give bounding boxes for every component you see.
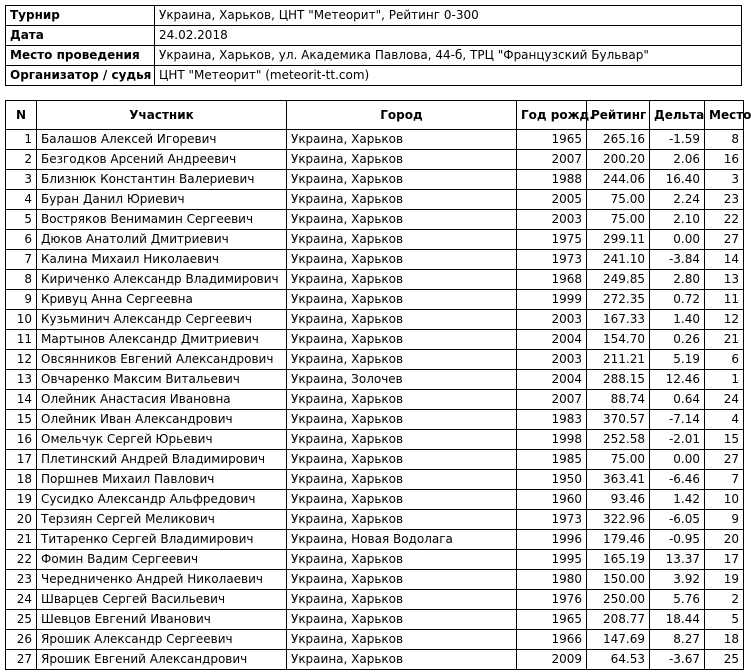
col-birth-year-cell: 1973 (517, 250, 587, 270)
col-participant-cell: Дюков Анатолий Дмитриевич (37, 230, 287, 250)
col-city-cell: Украина, Харьков (287, 290, 517, 310)
col-rating-cell: 154.70 (587, 330, 650, 350)
col-birth-year-cell: 1965 (517, 610, 587, 630)
col-participant-cell: Титаренко Сергей Владимирович (37, 530, 287, 550)
col-place-cell: 2 (705, 590, 744, 610)
col-rating-cell: 147.69 (587, 630, 650, 650)
table-row (6, 310, 744, 330)
col-city-cell: Украина, Харьков (287, 470, 517, 490)
col-rating-cell: 241.10 (587, 250, 650, 270)
col-place-cell: 10 (705, 490, 744, 510)
col-city-cell: Украина, Харьков (287, 430, 517, 450)
col-delta-cell: -2.01 (650, 430, 705, 450)
col-participant-cell: Фомин Вадим Сергеевич (37, 550, 287, 570)
col-place-cell: 9 (705, 510, 744, 530)
col-rating-cell: 64.53 (587, 650, 650, 670)
col-participant-cell: Шварцев Сергей Васильевич (37, 590, 287, 610)
col-participant-cell: Шевцов Евгений Иванович (37, 610, 287, 630)
col-number-cell: 11 (6, 330, 37, 350)
col-number-cell: 23 (6, 570, 37, 590)
col-city-cell: Украина, Харьков (287, 550, 517, 570)
col-number-cell: 20 (6, 510, 37, 530)
col-birth-year-cell: 1975 (517, 230, 587, 250)
col-delta-cell: 0.64 (650, 390, 705, 410)
col-number-cell: 14 (6, 390, 37, 410)
col-place-cell: 25 (705, 650, 744, 670)
col-birth-year-cell: 2007 (517, 390, 587, 410)
table-row (6, 210, 744, 230)
col-birth-year-header: Год рожд. (517, 101, 587, 130)
col-birth-year-cell: 1985 (517, 450, 587, 470)
col-birth-year-cell: 2003 (517, 210, 587, 230)
col-number-cell: 5 (6, 210, 37, 230)
col-city-cell: Украина, Харьков (287, 150, 517, 170)
table-row (6, 530, 744, 550)
col-city-cell: Украина, Харьков (287, 650, 517, 670)
col-city-cell: Украина, Харьков (287, 490, 517, 510)
col-birth-year-cell: 1983 (517, 410, 587, 430)
col-participant-cell: Плетинский Андрей Владимирович (37, 450, 287, 470)
col-participant-cell: Калина Михаил Николаевич (37, 250, 287, 270)
col-participant-cell: Безгодков Арсений Андреевич (37, 150, 287, 170)
col-place-cell: 8 (705, 130, 744, 150)
col-participant-cell: Ярошик Александр Сергеевич (37, 630, 287, 650)
col-place-cell: 4 (705, 410, 744, 430)
table-row (6, 250, 744, 270)
col-birth-year-cell: 2005 (517, 190, 587, 210)
table-row (6, 510, 744, 530)
table-row (6, 270, 744, 290)
col-delta-cell: -3.67 (650, 650, 705, 670)
col-number-cell: 21 (6, 530, 37, 550)
col-delta-cell: -0.95 (650, 530, 705, 550)
col-city-header: Город (287, 101, 517, 130)
col-birth-year-cell: 1999 (517, 290, 587, 310)
col-city-cell: Украина, Харьков (287, 590, 517, 610)
col-rating-cell: 299.11 (587, 230, 650, 250)
info-value: 24.02.2018 (155, 26, 742, 46)
col-rating-cell: 288.15 (587, 370, 650, 390)
col-number-cell: 8 (6, 270, 37, 290)
col-city-cell: Украина, Харьков (287, 210, 517, 230)
table-row (6, 150, 744, 170)
col-rating-cell: 165.19 (587, 550, 650, 570)
col-birth-year-cell: 1965 (517, 130, 587, 150)
col-birth-year-cell: 2007 (517, 150, 587, 170)
col-city-cell: Украина, Харьков (287, 410, 517, 430)
col-city-cell: Украина, Харьков (287, 390, 517, 410)
col-place-cell: 20 (705, 530, 744, 550)
col-participant-cell: Кузьминич Александр Сергеевич (37, 310, 287, 330)
col-rating-cell: 75.00 (587, 210, 650, 230)
table-row (6, 350, 744, 370)
col-number-cell: 10 (6, 310, 37, 330)
col-number-cell: 27 (6, 650, 37, 670)
table-row (6, 650, 744, 670)
col-participant-cell: Ярошик Евгений Александрович (37, 650, 287, 670)
col-number-cell: 22 (6, 550, 37, 570)
col-place-cell: 1 (705, 370, 744, 390)
table-row (6, 130, 744, 150)
col-participant-cell: Сусидко Александр Альфредович (37, 490, 287, 510)
col-delta-cell: -6.05 (650, 510, 705, 530)
col-delta-cell: 1.42 (650, 490, 705, 510)
col-birth-year-cell: 1980 (517, 570, 587, 590)
col-birth-year-cell: 1950 (517, 470, 587, 490)
info-label: Турнир (6, 6, 155, 26)
col-place-cell: 27 (705, 230, 744, 250)
col-number-cell: 1 (6, 130, 37, 150)
col-number-cell: 7 (6, 250, 37, 270)
col-birth-year-cell: 1976 (517, 590, 587, 610)
col-place-cell: 5 (705, 610, 744, 630)
col-delta-cell: 18.44 (650, 610, 705, 630)
col-participant-cell: Олейник Иван Александрович (37, 410, 287, 430)
col-participant-cell: Чередниченко Андрей Николаевич (37, 570, 287, 590)
col-city-cell: Украина, Золочев (287, 370, 517, 390)
col-rating-cell: 179.46 (587, 530, 650, 550)
col-city-cell: Украина, Новая Водолага (287, 530, 517, 550)
col-participant-cell: Омельчук Сергей Юрьевич (37, 430, 287, 450)
col-place-cell: 18 (705, 630, 744, 650)
table-row (6, 390, 744, 410)
info-value: Украина, Харьков, ЦНТ "Метеорит", Рейтинг 0-300 (155, 6, 742, 26)
col-number-cell: 3 (6, 170, 37, 190)
table-row (6, 170, 744, 190)
col-birth-year-cell: 1973 (517, 510, 587, 530)
col-number-cell: 6 (6, 230, 37, 250)
table-row (6, 430, 744, 450)
col-rating-cell: 250.00 (587, 590, 650, 610)
table-row (6, 370, 744, 390)
table-row (6, 410, 744, 430)
col-city-cell: Украина, Харьков (287, 610, 517, 630)
col-birth-year-cell: 1966 (517, 630, 587, 650)
col-delta-cell: -7.14 (650, 410, 705, 430)
col-number-cell: 25 (6, 610, 37, 630)
col-number-cell: 9 (6, 290, 37, 310)
col-place-cell: 11 (705, 290, 744, 310)
table-row (6, 630, 744, 650)
col-number-cell: 15 (6, 410, 37, 430)
col-rating-cell: 167.33 (587, 310, 650, 330)
tournament-info-table (5, 5, 742, 86)
table-row (6, 490, 744, 510)
col-place-cell: 21 (705, 330, 744, 350)
col-participant-cell: Буран Данил Юриевич (37, 190, 287, 210)
table-row (6, 230, 744, 250)
col-birth-year-cell: 1995 (517, 550, 587, 570)
col-city-cell: Украина, Харьков (287, 450, 517, 470)
col-city-cell: Украина, Харьков (287, 570, 517, 590)
col-rating-cell: 208.77 (587, 610, 650, 630)
table-row (6, 570, 744, 590)
col-place-cell: 12 (705, 310, 744, 330)
col-birth-year-cell: 1988 (517, 170, 587, 190)
col-birth-year-cell: 1960 (517, 490, 587, 510)
col-city-cell: Украина, Харьков (287, 250, 517, 270)
col-rating-cell: 363.41 (587, 470, 650, 490)
col-number-cell: 17 (6, 450, 37, 470)
info-row (6, 66, 742, 86)
col-birth-year-cell: 2004 (517, 370, 587, 390)
col-rating-cell: 88.74 (587, 390, 650, 410)
info-value: ЦНТ "Метеорит" (meteorit-tt.com) (155, 66, 742, 86)
col-delta-cell: 2.10 (650, 210, 705, 230)
col-delta-cell: 3.92 (650, 570, 705, 590)
col-delta-cell: 0.00 (650, 450, 705, 470)
col-place-cell: 19 (705, 570, 744, 590)
table-row (6, 550, 744, 570)
col-rating-cell: 272.35 (587, 290, 650, 310)
col-delta-cell: -6.46 (650, 470, 705, 490)
col-delta-cell: 13.37 (650, 550, 705, 570)
col-participant-cell: Терзиян Сергей Меликович (37, 510, 287, 530)
col-place-cell: 15 (705, 430, 744, 450)
col-rating-cell: 75.00 (587, 190, 650, 210)
col-place-header: Место (705, 101, 744, 130)
col-participant-cell: Поршнев Михаил Павлович (37, 470, 287, 490)
info-value: Украина, Харьков, ул. Академика Павлова, 44-б, ТРЦ "Французский Бульвар" (155, 46, 742, 66)
col-place-cell: 27 (705, 450, 744, 470)
col-delta-cell: 8.27 (650, 630, 705, 650)
col-delta-cell: 12.46 (650, 370, 705, 390)
col-participant-cell: Близнюк Константин Валериевич (37, 170, 287, 190)
col-rating-cell: 244.06 (587, 170, 650, 190)
table-row (6, 330, 744, 350)
col-delta-cell: 1.40 (650, 310, 705, 330)
col-participant-cell: Кириченко Александр Владимирович (37, 270, 287, 290)
col-city-cell: Украина, Харьков (287, 170, 517, 190)
col-rating-cell: 200.20 (587, 150, 650, 170)
col-participant-cell: Олейник Анастасия Ивановна (37, 390, 287, 410)
col-place-cell: 23 (705, 190, 744, 210)
col-city-cell: Украина, Харьков (287, 130, 517, 150)
col-place-cell: 16 (705, 150, 744, 170)
table-row (6, 610, 744, 630)
col-rating-cell: 150.00 (587, 570, 650, 590)
table-row (6, 190, 744, 210)
col-number-cell: 12 (6, 350, 37, 370)
col-place-cell: 22 (705, 210, 744, 230)
col-rating-header: Рейтинг (587, 101, 650, 130)
col-place-cell: 6 (705, 350, 744, 370)
col-delta-cell: 2.24 (650, 190, 705, 210)
col-birth-year-cell: 2003 (517, 350, 587, 370)
col-birth-year-cell: 2009 (517, 650, 587, 670)
col-delta-cell: 0.26 (650, 330, 705, 350)
info-row (6, 26, 742, 46)
table-row (6, 450, 744, 470)
info-label: Дата (6, 26, 155, 46)
col-delta-cell: -1.59 (650, 130, 705, 150)
col-number-cell: 16 (6, 430, 37, 450)
col-number-cell: 26 (6, 630, 37, 650)
col-participant-cell: Востряков Венимамин Сергеевич (37, 210, 287, 230)
col-place-cell: 14 (705, 250, 744, 270)
col-city-cell: Украина, Харьков (287, 230, 517, 250)
col-rating-cell: 265.16 (587, 130, 650, 150)
col-delta-header: Дельта (650, 101, 705, 130)
col-delta-cell: 0.00 (650, 230, 705, 250)
col-place-cell: 13 (705, 270, 744, 290)
col-rating-cell: 75.00 (587, 450, 650, 470)
col-number-cell: 18 (6, 470, 37, 490)
col-city-cell: Украина, Харьков (287, 630, 517, 650)
info-label: Организатор / судья (6, 66, 155, 86)
col-number-cell: 2 (6, 150, 37, 170)
col-city-cell: Украина, Харьков (287, 310, 517, 330)
col-delta-cell: 0.72 (650, 290, 705, 310)
col-rating-cell: 93.46 (587, 490, 650, 510)
col-rating-cell: 370.57 (587, 410, 650, 430)
col-place-cell: 24 (705, 390, 744, 410)
col-rating-cell: 211.21 (587, 350, 650, 370)
info-label: Место проведения (6, 46, 155, 66)
col-city-cell: Украина, Харьков (287, 350, 517, 370)
col-delta-cell: 2.80 (650, 270, 705, 290)
col-place-cell: 7 (705, 470, 744, 490)
col-participant-cell: Кривуц Анна Сергеевна (37, 290, 287, 310)
col-number-header: N (6, 101, 37, 130)
col-delta-cell: 2.06 (650, 150, 705, 170)
col-birth-year-cell: 2003 (517, 310, 587, 330)
col-participant-cell: Овсянников Евгений Александрович (37, 350, 287, 370)
col-participant-cell: Мартынов Александр Дмитриевич (37, 330, 287, 350)
col-participant-cell: Балашов Алексей Игоревич (37, 130, 287, 150)
col-birth-year-cell: 1968 (517, 270, 587, 290)
table-row (6, 590, 744, 610)
col-participant-header: Участник (37, 101, 287, 130)
table-row (6, 470, 744, 490)
table-row (6, 290, 744, 310)
col-rating-cell: 249.85 (587, 270, 650, 290)
col-place-cell: 3 (705, 170, 744, 190)
col-birth-year-cell: 1998 (517, 430, 587, 450)
col-city-cell: Украина, Харьков (287, 190, 517, 210)
col-delta-cell: 5.76 (650, 590, 705, 610)
col-delta-cell: 5.19 (650, 350, 705, 370)
info-row (6, 6, 742, 26)
col-city-cell: Украина, Харьков (287, 330, 517, 350)
col-birth-year-cell: 1996 (517, 530, 587, 550)
col-birth-year-cell: 2004 (517, 330, 587, 350)
results-table (5, 100, 751, 670)
col-city-cell: Украина, Харьков (287, 510, 517, 530)
col-rating-cell: 252.58 (587, 430, 650, 450)
col-number-cell: 24 (6, 590, 37, 610)
col-city-cell: Украина, Харьков (287, 270, 517, 290)
info-row (6, 46, 742, 66)
col-number-cell: 19 (6, 490, 37, 510)
col-rating-cell: 322.96 (587, 510, 650, 530)
col-delta-cell: 16.40 (650, 170, 705, 190)
col-participant-cell: Овчаренко Максим Витальевич (37, 370, 287, 390)
col-number-cell: 13 (6, 370, 37, 390)
results-header-row (6, 101, 744, 130)
col-delta-cell: -3.84 (650, 250, 705, 270)
col-number-cell: 4 (6, 190, 37, 210)
col-place-cell: 17 (705, 550, 744, 570)
